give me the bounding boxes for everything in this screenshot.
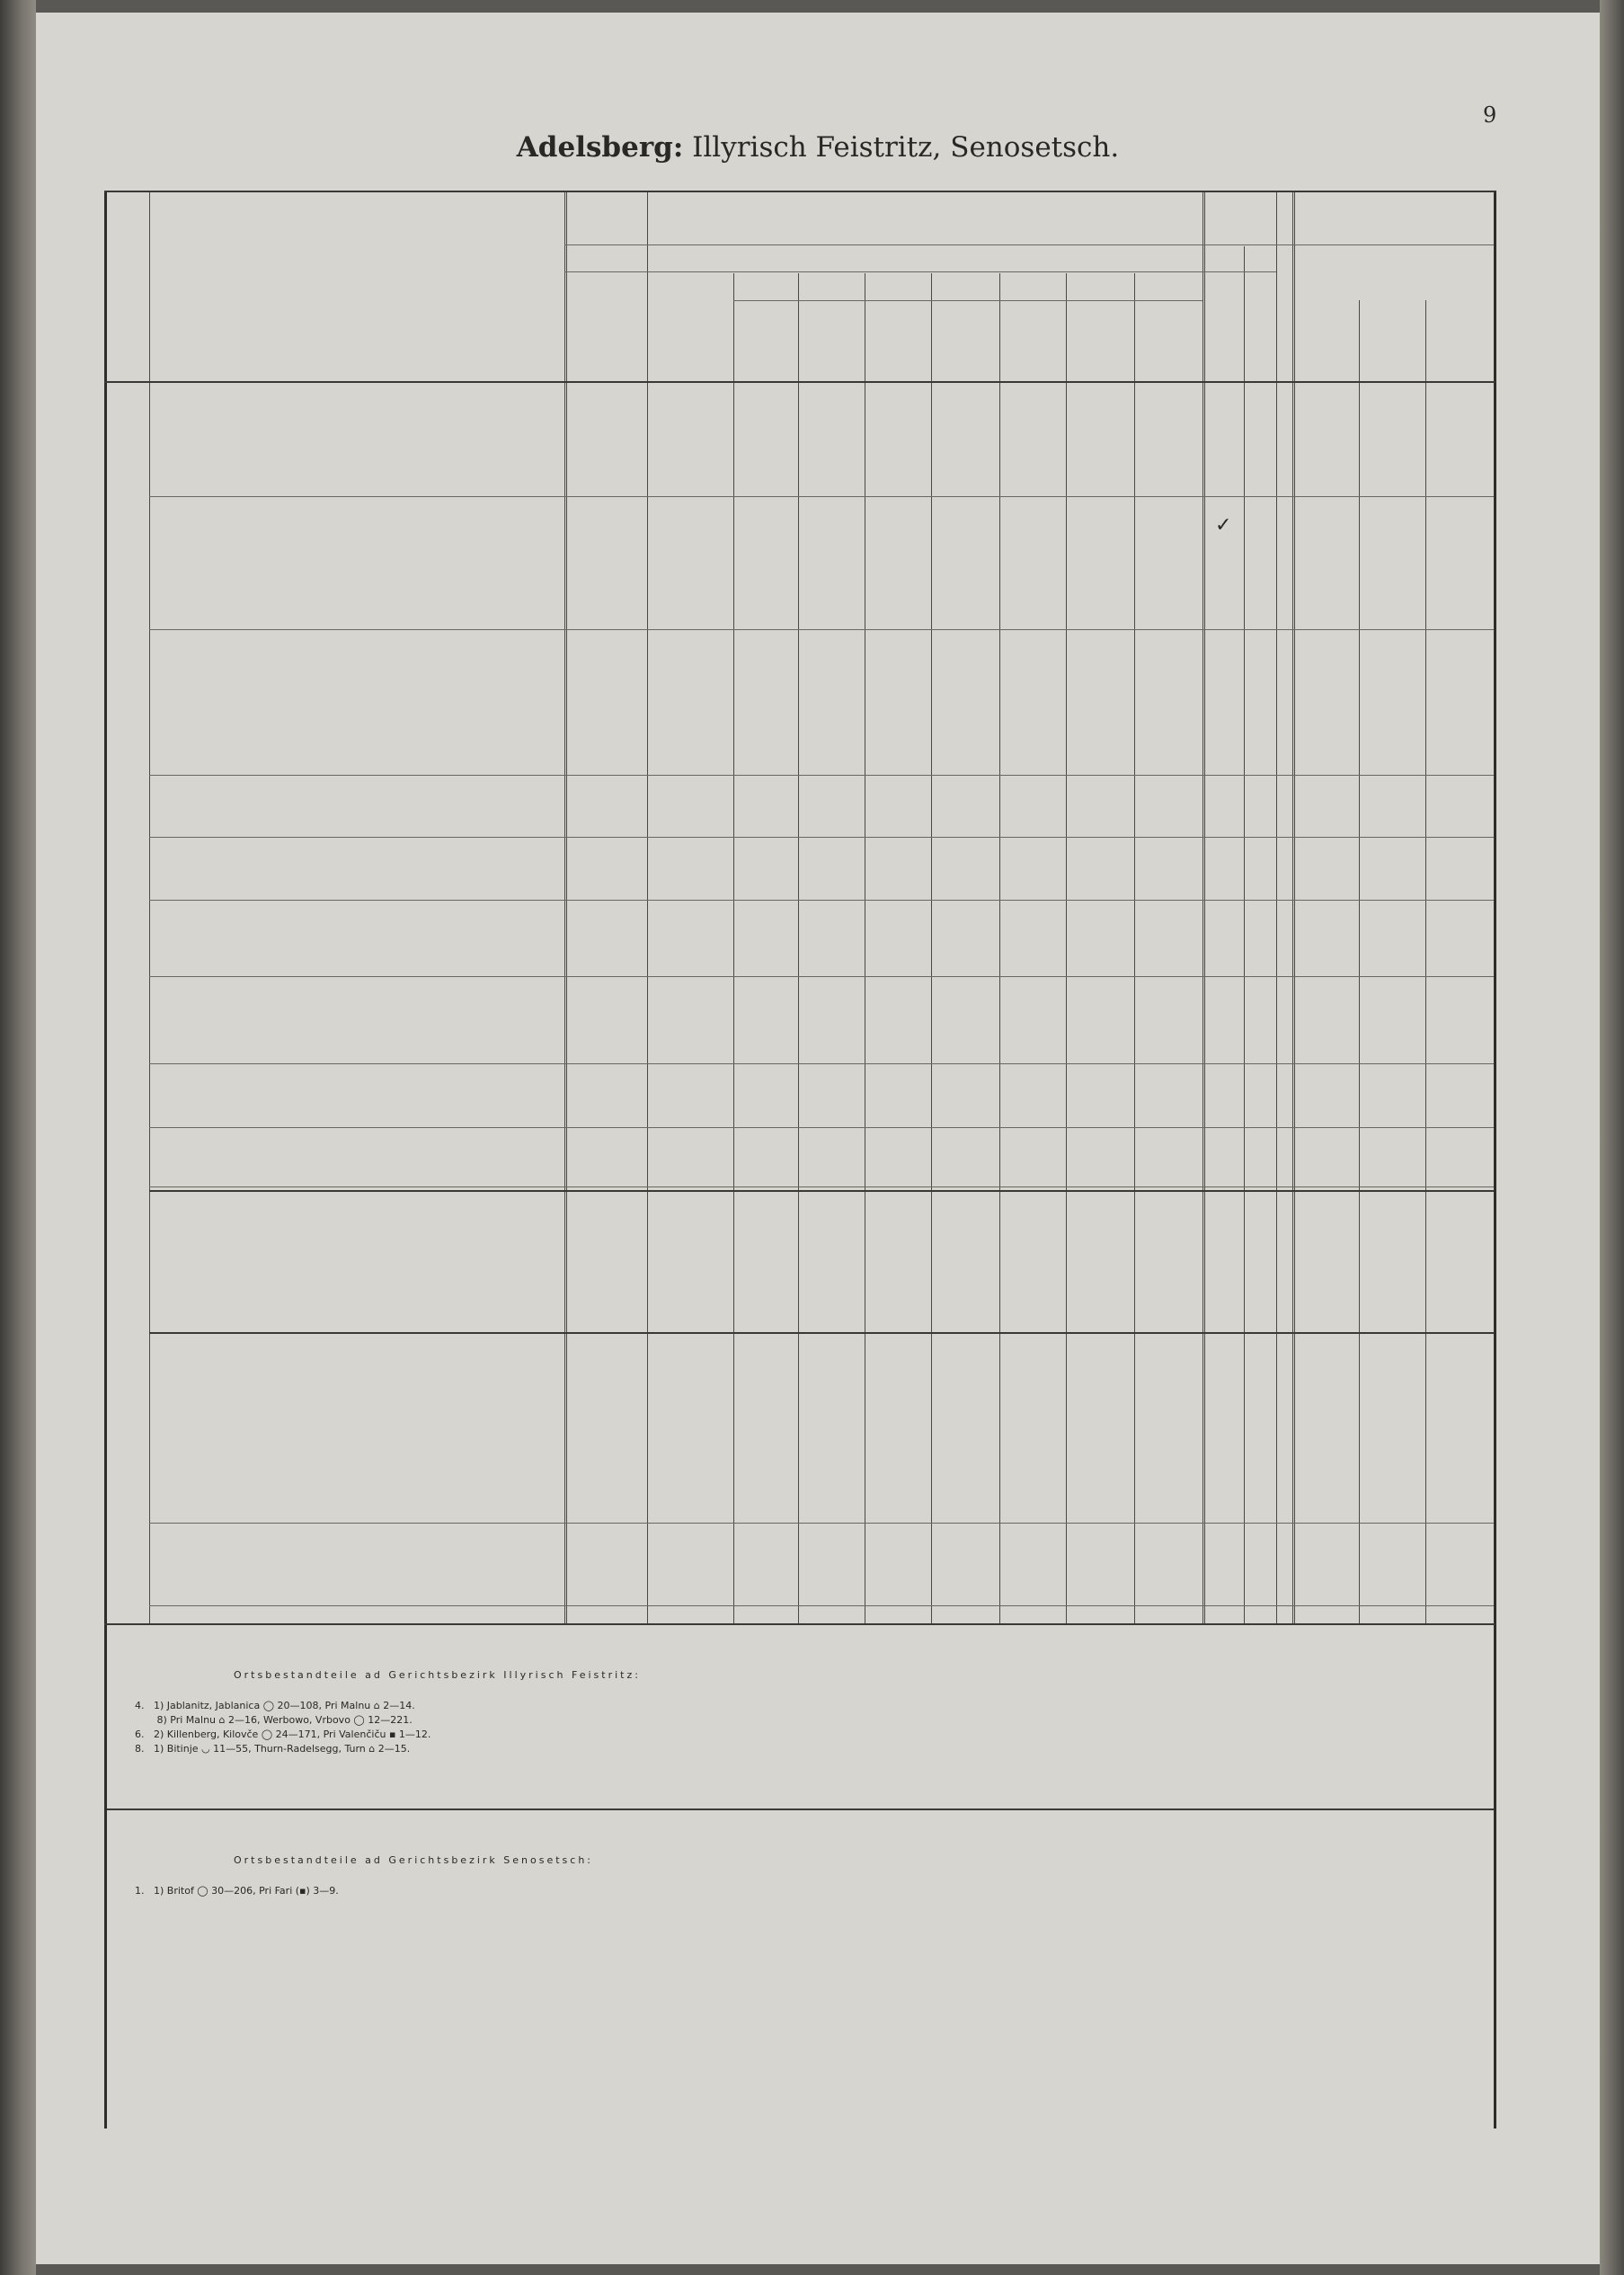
footnote-divider [104,1808,1495,1810]
right-border-lower [1494,1625,1496,2128]
grid-vline [1292,191,1295,1625]
grid-h-davon [733,300,1202,301]
header-col-10 [1244,277,1276,381]
header-col-4 [865,306,931,381]
title-rest: Illyrisch Feistritz, Senosetsch. [683,131,1120,164]
grid-h-kat [564,244,1494,245]
grid-vline [931,273,932,1625]
grid-vline [1276,191,1277,1625]
grid-vline [1244,246,1245,1625]
footnote-line: 8) Pri Malnu ⌂ 2—16, Werbowo, Vrbovo ◯ 12—221. [135,1714,413,1726]
page [36,13,1600,2264]
header-col-11 [1292,306,1359,381]
row-separator [149,837,1494,838]
row-separator [149,900,1494,901]
page-number: 9 [1483,102,1497,128]
table-bottom [104,1623,1495,1625]
row-separator [149,496,1494,497]
header-col-8 [1134,277,1202,381]
check-mark: ✓ [1215,514,1232,537]
grid-h-header-bottom [104,381,1495,383]
row-separator [149,629,1494,630]
header-col-3 [798,306,865,381]
grid-vline [1134,273,1135,1625]
title-district: Adelsberg: [516,131,684,164]
statistics-table [104,191,1495,1625]
footnote-line: 8. 1) Bitinje ◡ 11—55, Thurn-Radelsegg, Turn ⌂ 2—15. [135,1743,411,1755]
left-border-lower [104,1625,107,2128]
row-separator [149,976,1494,977]
book-spine [0,0,36,2275]
grid-vline [1066,273,1067,1625]
grid-vline [1202,191,1205,1625]
footnotes-1-heading: Ortsbestandteile ad Gerichtsbezirk Illyrisch Feistritz: [234,1669,641,1681]
summe-top [149,1190,1494,1192]
grid-vline [149,191,150,1625]
header-col-7 [1066,306,1134,381]
grid-h-anzahl [1202,271,1276,272]
footnote-line: 1. 1) Britof ◯ 30—206, Pri Fari (▪) 3—9. [135,1885,339,1897]
grid-vline [999,273,1000,1625]
grid-vline [104,191,107,1625]
grid-vline [647,191,648,1625]
row-separator [149,1186,1494,1187]
row-separator [149,1127,1494,1128]
grid-h-areal-top [564,271,1202,272]
header-col-6 [999,306,1066,381]
row-separator [149,1063,1494,1064]
header-col-13 [1425,306,1494,381]
summe-bottom [149,1332,1494,1334]
grid-vline [1425,300,1426,1625]
grid-vline [1359,300,1360,1625]
row-separator [149,1523,1494,1524]
header-col-2 [733,306,798,381]
header-col-9 [1202,277,1244,381]
grid-vline [1494,191,1496,1625]
header-col-5 [931,306,999,381]
footnote-line: 4. 1) Jablanitz, Jablanica ◯ 20—108, Pri Malnu ⌂ 2—14. [135,1700,415,1711]
page-title [36,131,1600,164]
row-separator [149,1605,1494,1606]
footnote-line: 6. 2) Killenberg, Kilovče ◯ 24—171, Pri Valenčiču ▪ 1—12. [135,1728,431,1740]
grid-vline [733,273,734,1625]
header-col-1 [647,277,733,381]
row-separator [149,775,1494,776]
header-col-0 [564,277,647,381]
header-col-12 [1359,306,1425,381]
grid-top [104,191,1495,192]
grid-vline [564,191,567,1625]
grid-vline [798,273,799,1625]
page-edge [1600,0,1624,2275]
header-nr [106,203,147,374]
footnotes-2-heading: Ortsbestandteile ad Gerichtsbezirk Senosetsch: [234,1854,594,1866]
